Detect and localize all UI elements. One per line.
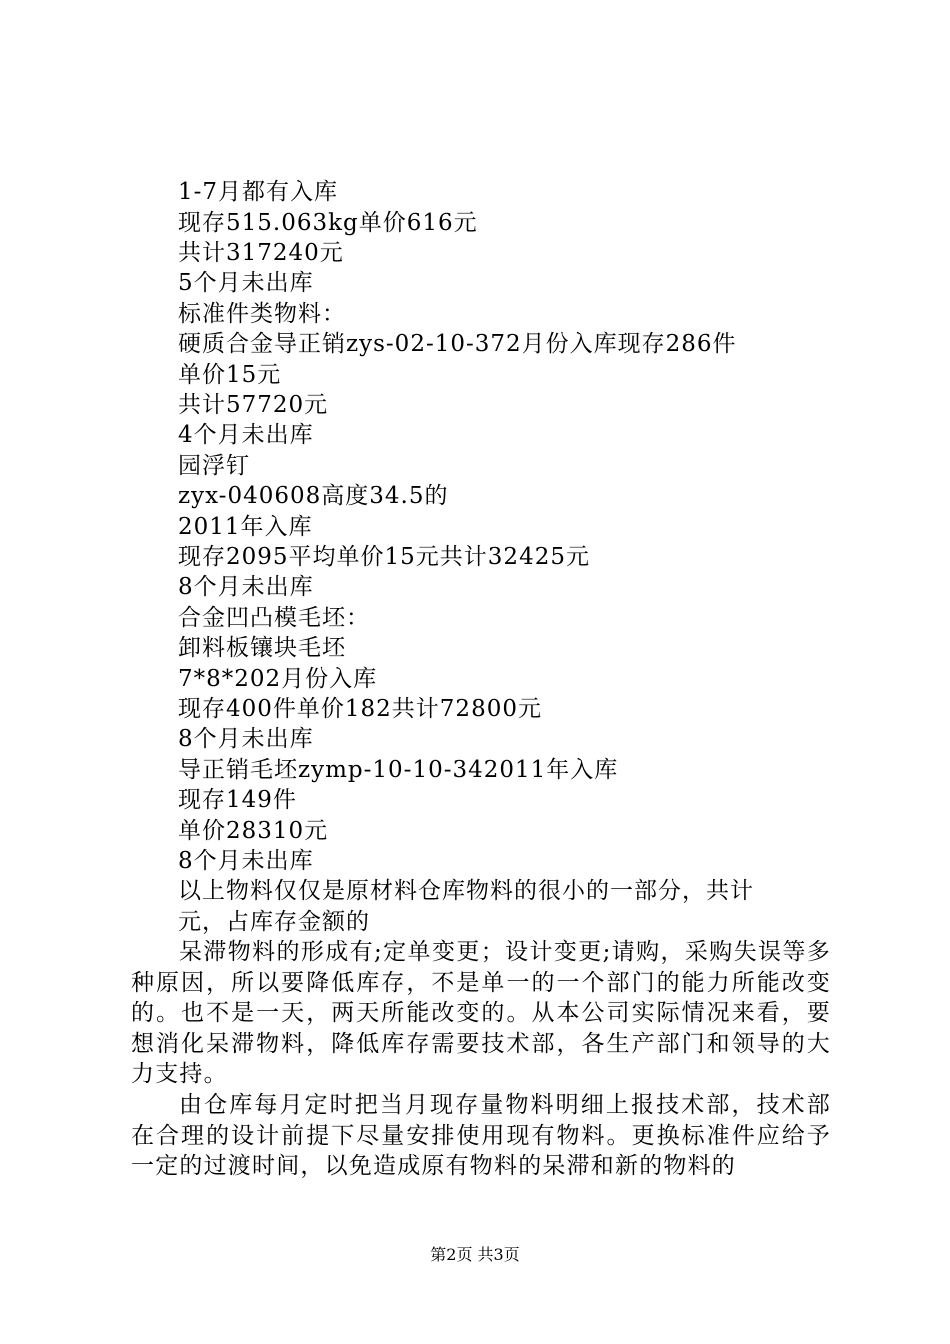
text-line: 现存2095平均单价15元共计32425元 — [178, 544, 590, 570]
text-line: 元，占库存金额的 — [178, 909, 370, 935]
text-line: 共计317240元 — [178, 240, 344, 266]
text-line: 1-7月都有入库 — [178, 179, 339, 205]
text-line: 单价15元 — [178, 362, 282, 388]
text-line: 共计57720元 — [178, 392, 329, 418]
text-line: 现存515.063kg单价616元 — [178, 210, 478, 236]
text-line: 4个月未出库 — [178, 422, 314, 448]
text-line: 8个月未出库 — [178, 848, 314, 874]
text-line: 现存149件 — [178, 787, 297, 813]
body-paragraph: 呆滞物料的形成有;定单变更；设计变更;请购，采购失误等多种原因，所以要降低库存，不是单一的一个部门的能力所能改变的。也不是一天，两天所能改变的。从本公司实际情况来看，要想消化呆滞物料，降低库存需要技术部，各生产部门和领导的大力支持。 — [131, 939, 831, 1087]
text-line: 2011年入库 — [178, 514, 313, 540]
text-line: 8个月未出库 — [178, 574, 314, 600]
text-line: 以上物料仅仅是原材料仓库物料的很小的一部分，共计 — [178, 878, 754, 904]
text-line: 单价28310元 — [178, 818, 329, 844]
text-line: 8个月未出库 — [178, 726, 314, 752]
text-line: 导正销毛坯zymp-10-10-342011年入库 — [178, 757, 619, 783]
text-line: zyx-040608高度34.5的 — [178, 483, 449, 509]
text-line: 卸料板镶块毛坯 — [178, 635, 346, 661]
text-line: 5个月未出库 — [178, 270, 314, 296]
text-line: 7*8*202月份入库 — [178, 666, 378, 692]
section-heading: 标准件类物料： — [178, 301, 346, 327]
page-footer: 第2页 共3页 — [430, 1245, 520, 1264]
text-line: 园浮钉 — [178, 453, 250, 479]
body-paragraph: 由仓库每月定时把当月现存量物料明细上报技术部，技术部在合理的设计前提下尽量安排使用现有物料。更换标准件应给予一定的过渡时间，以免造成原有物料的呆滞和新的物料的 — [131, 1092, 831, 1179]
text-line: 硬质合金导正销zys-02-10-372月份入库现存286件 — [178, 331, 737, 357]
text-line: 现存400件单价182共计72800元 — [178, 696, 542, 722]
section-heading: 合金凹凸模毛坯： — [178, 605, 370, 631]
